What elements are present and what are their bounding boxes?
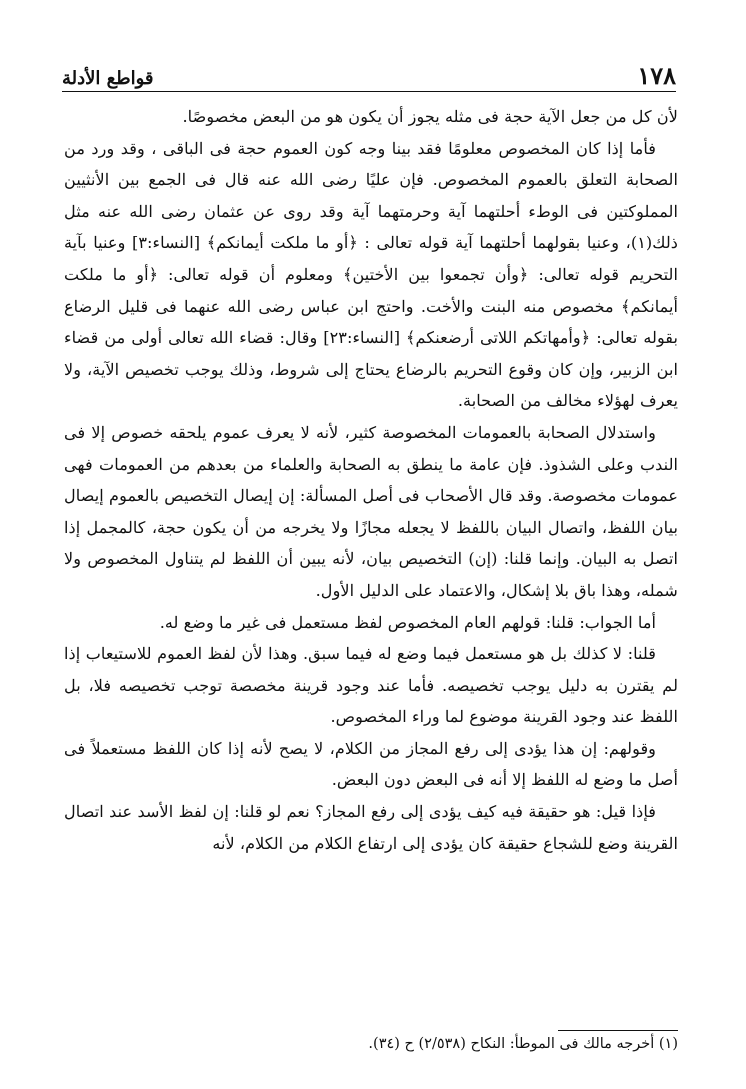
- paragraph: فأما إذا كان المخصوص معلومًا فقد بينا وجه كون العموم حجة فى الباقى ، وقد ورد من الصحابة التعلق بالعموم المخصوص. فإن عليًا رضى الله عنه قال فى الجمع بين الأنثيين المملوكتين فى الوطء أحلتهما آية وحرمتهما آية وقد روى عن عثمان رضى الله عنه مثل ذلك(١)، وعنيا بقولهما أحلتهما آية قوله تعالى : ﴿أو ما ملكت أيمانكم﴾ [النساء:٣] وعنيا بآية التحريم قوله تعالى: ﴿وأن تجمعوا بين الأختين﴾ ومعلوم أن قوله تعالى: ﴿أو ما ملكت أيمانكم﴾ مخصوص منه البنت والأخت. واحتج ابن عباس رضى الله عنهما فى قليل الرضاع بقوله تعالى: ﴿وأمهاتكم اللاتى أرضعنكم﴾ [النساء:٢٣] وقال: قضاء الله تعالى أولى من قضاء ابن الزبير، وإن كان وقوع التحريم بالرضاع يحتاج إلى شروط، وذلك يوجب تخصيص الآية، ولا يعرف لهؤلاء مخالف من الصحابة.: [64, 138, 679, 411]
- paragraph: أما الجواب: قلنا: قولهم العام المخصوص لفظ مستعمل فى غير ما وضع له.: [159, 612, 656, 632]
- page-number: ١٧٨: [637, 61, 676, 90]
- book-title: قواطع الأدلة: [62, 68, 154, 89]
- main-text: [64, 101, 678, 859]
- header-rule: [62, 91, 676, 92]
- page-header: [62, 56, 676, 88]
- paragraph: قلنا: لا كذلك بل هو مستعمل فيما وضع له فيما سبق. وهذا لأن لفظ العموم للاستيعاب إذا لم يقترن به دليل يوجب تخصيصه. فأما عند وجود قرينة مخصصة توجب تخصيصه فلا، بل اللفظ عند وجود القرينة موضوع لما وراء المخصوص.: [64, 644, 678, 727]
- paragraph: لأن كل من جعل الآية حجة فى مثله يجوز أن يكون هو من البعض مخصوصًا.: [182, 107, 678, 126]
- paragraph: فإذا قيل: هو حقيقة فيه كيف يؤدى إلى رفع المجاز؟ نعم لو قلنا: إن لفظ الأسد عند اتصال القرينة وضع للشجاع حقيقة كان يؤدى إلى ارتفاع الكلام من الكلام، لأنه: [64, 802, 678, 853]
- footnote-rule: [558, 1030, 678, 1031]
- paragraph: وقولهم: إن هذا يؤدى إلى رفع المجاز من الكلام، لا يصح لأنه إذا كان اللفظ مستعملاً فى أصل ما وضع له اللفظ إلا أنه فى البعض دون البعض.: [64, 738, 678, 790]
- paragraph: واستدلال الصحابة بالعمومات المخصوصة كثير، لأنه لا يعرف عموم يلحقه خصوص إلا فى الندب وعلى الشذوذ. فإن عامة ما ينطق به الصحابة والعلماء من بعدهم من العمومات فهى عمومات مخصوصة. وقد قال الأصحاب فى أصل المسألة: إن إيصال التخصيص بالعموم إيصال بيان اللفظ، واتصال البيان باللفظ لا يجعله مجازًا ولا يخرجه من أن يكون حجة، كالمجمل إذا اتصل به البيان. وإنما قلنا: (إن) التخصيص بيان، لأنه يبين أن اللفظ لم يتناول المخصوص ولا شمله، وهذا باق بلا إشكال، والاعتماد على الدليل الأول.: [64, 422, 678, 600]
- footnote: (١) أخرجه مالك فى الموطأ: النكاح (٢/٥٣٨) ح (٣٤).: [368, 1036, 678, 1052]
